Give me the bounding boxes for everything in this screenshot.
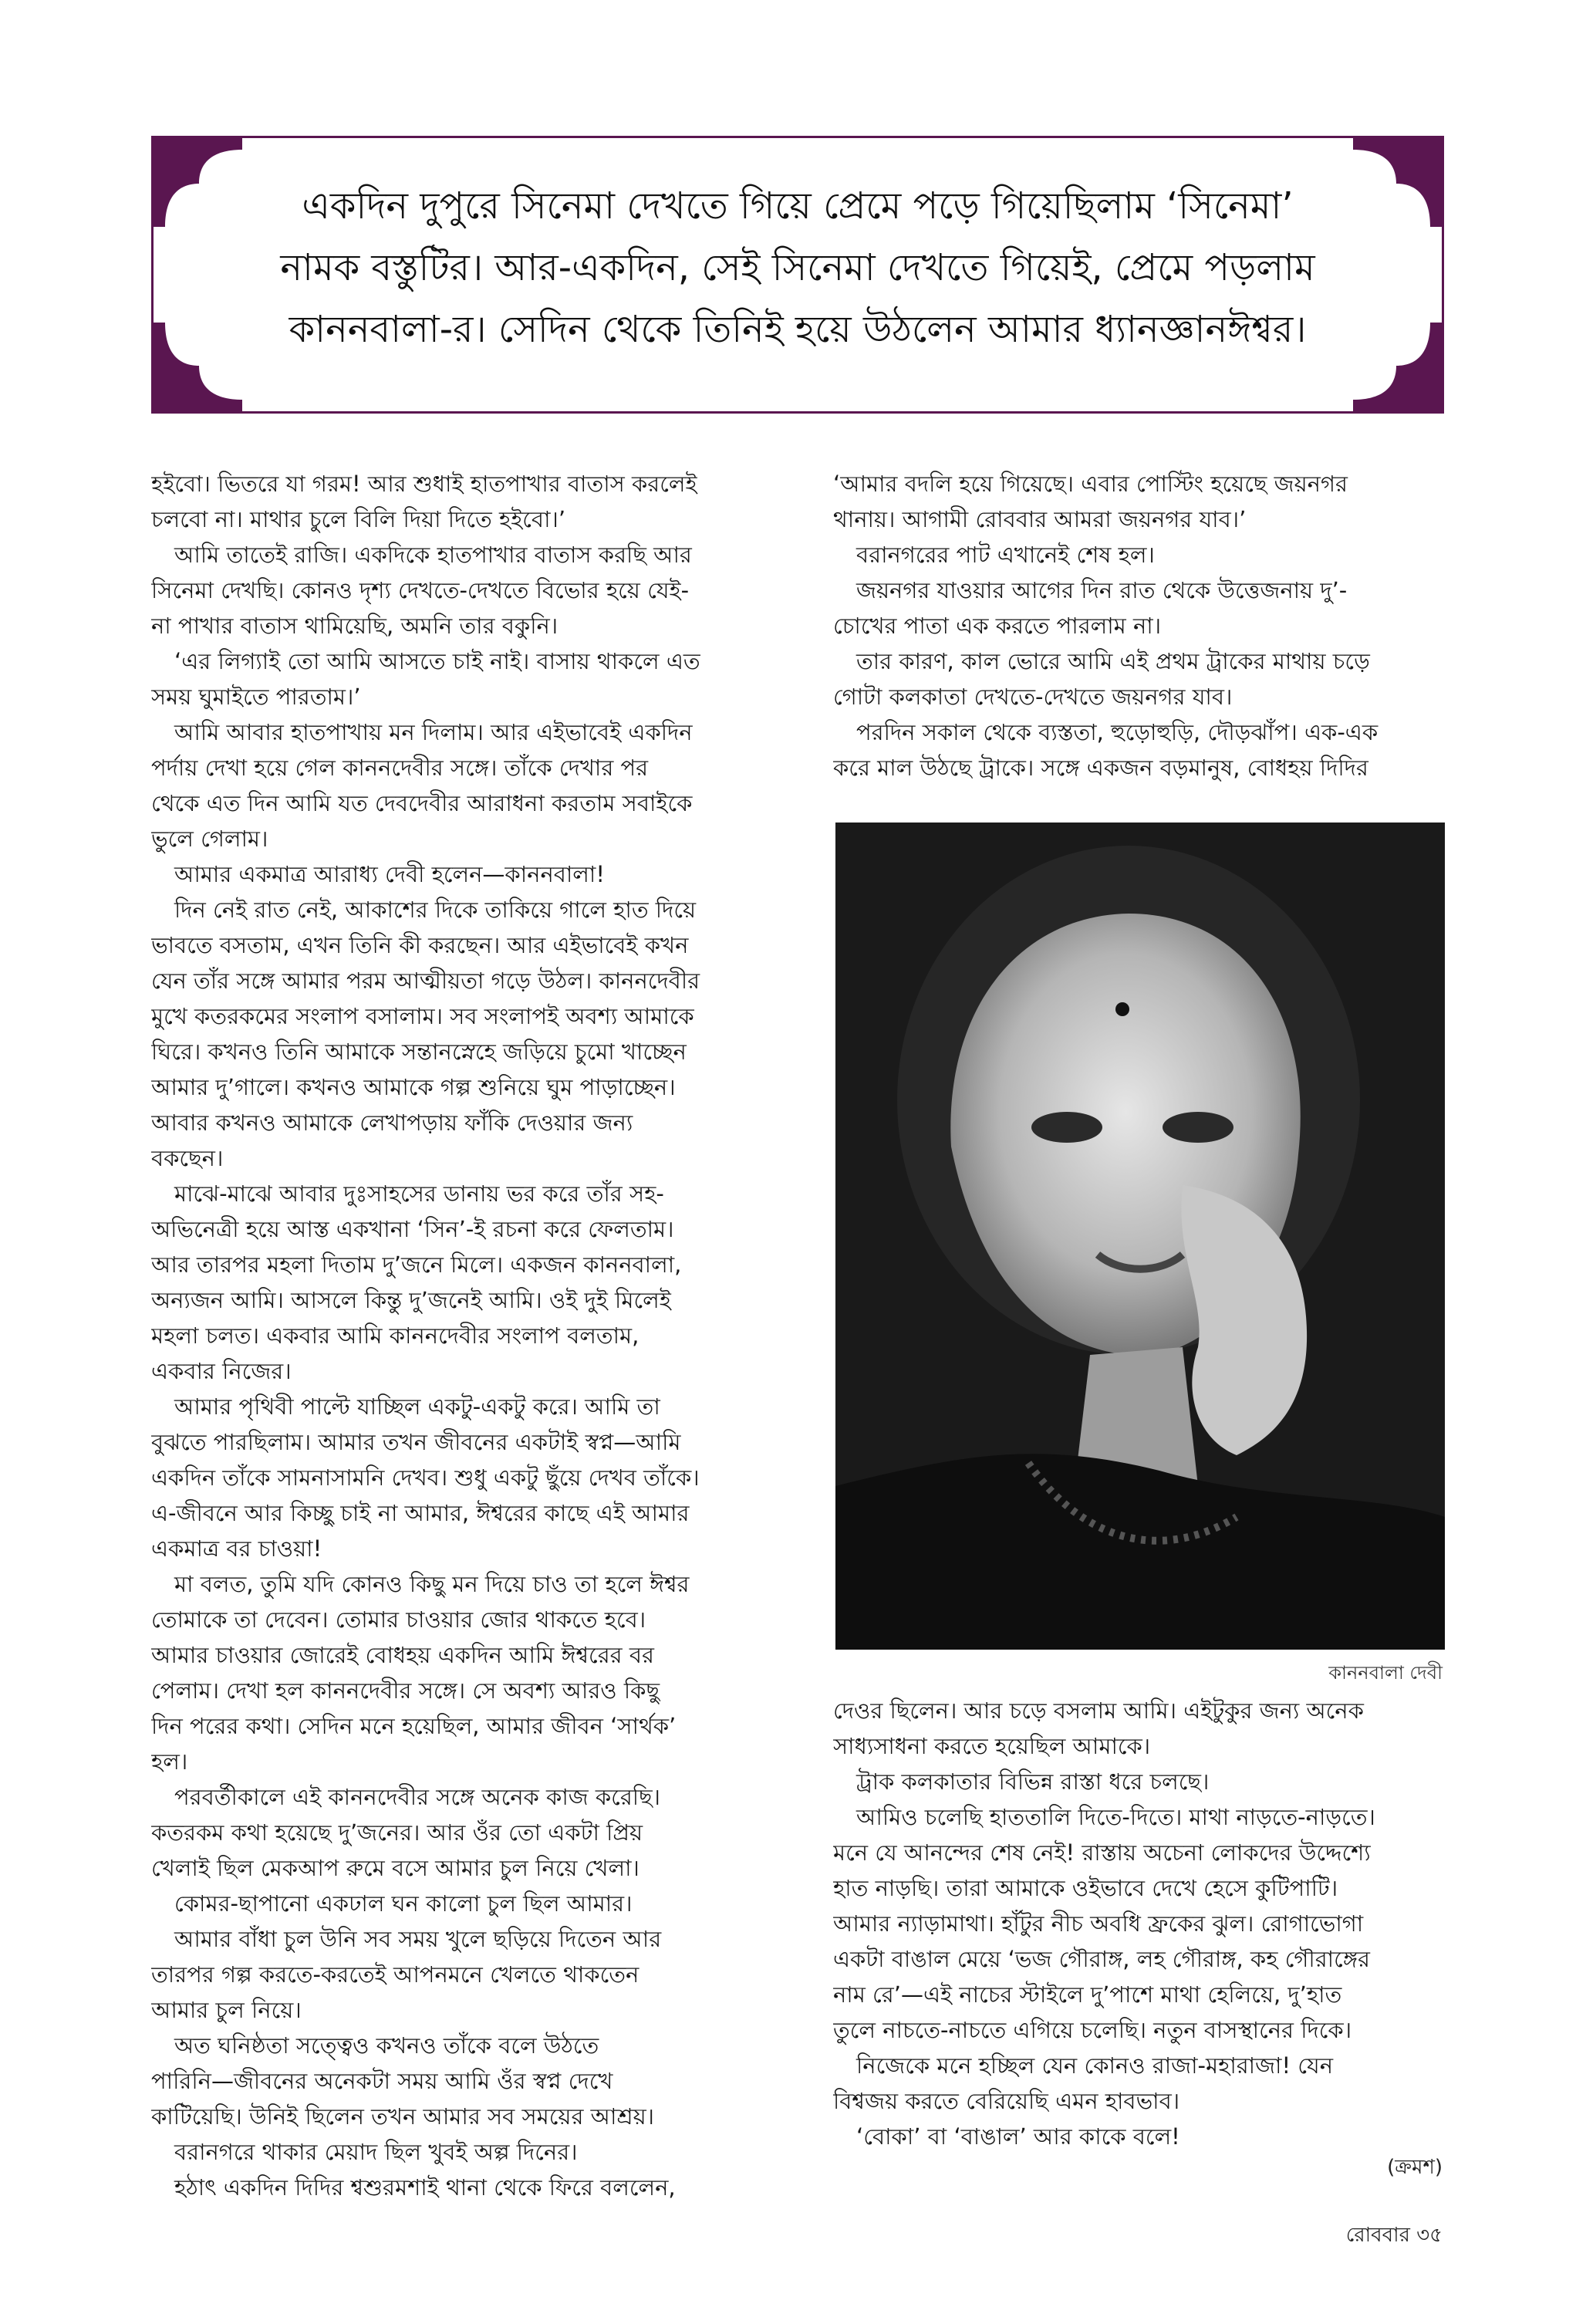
text-line: হইবো। ভিতরে যা গরম! আর শুধাই হাতপাখার বাতাস করলেই	[151, 471, 697, 497]
text-line: পরদিন সকাল থেকে ব্যস্ততা, হুড়োহুড়ি, দৌড়ঝাঁপ। এক-এক	[856, 719, 1379, 745]
text-line: যেন তাঁর সঙ্গে আমার পরম আত্মীয়তা গড়ে উঠল। কাননদেবীর	[151, 968, 700, 994]
text-line: পারিনি—জীবনের অনেকটা সময় আমি ওঁর স্বপ্ন দেখে	[151, 2068, 613, 2094]
text-line: নাম রে’—এই নাচের স্টাইলে দু’পাশে মাথা হেলিয়ে, দু’হাত	[833, 1981, 1342, 2008]
text-line: আমার ন্যাড়ামাথা। হাঁটুর নীচ অবধি ফ্রকের ঝুল। রোগাভোগা	[833, 1910, 1364, 1937]
text-line: ‘এর লিগ্যাই তো আমি আসতে চাই নাই। বাসায় থাকলে এত	[174, 648, 700, 674]
pull-quote-line: একদিন দুপুরে সিনেমা দেখতে গিয়ে প্রেমে পড়ে গিয়েছিলাম ‘সিনেমা’	[302, 184, 1294, 228]
text-line: করে মাল উঠছে ট্রাকে। সঙ্গে একজন বড়মানুষ, বোধহয় দিদির	[833, 755, 1368, 781]
text-line: গোটা কলকাতা দেখতে-দেখতে জয়নগর যাব।	[833, 684, 1233, 710]
article-column-right-bottom	[833, 1693, 1443, 2154]
text-line: অন্যজন আমি। আসলে কিন্তু দু’জনেই আমি। ওই দুই মিলেই	[151, 1287, 671, 1313]
text-line: বিশ্বজয় করতে বেরিয়েছি এমন হাবভাব।	[833, 2088, 1180, 2114]
text-line: কোমর-ছাপানো একঢাল ঘন কালো চুল ছিল আমার।	[174, 1890, 633, 1917]
text-line: বরানগরের পাট এখানেই শেষ হল।	[856, 542, 1155, 568]
text-line: তুলে নাচতে-নাচতে এগিয়ে চলেছি। নতুন বাসস্থানের দিকে।	[833, 2017, 1352, 2043]
text-line: মাঝে-মাঝে আবার দুঃসাহসের ডানায় ভর করে তাঁর সহ-	[174, 1181, 664, 1207]
text-line: মহলা চলত। একবার আমি কাননদেবীর সংলাপ বলতাম,	[151, 1322, 640, 1349]
text-line: একদিন তাঁকে সামনাসামনি দেখব। শুধু একটু ছুঁয়ে দেখব তাঁকে।	[151, 1464, 700, 1491]
text-line: কাটিয়েছি। উনিই ছিলেন তখন আমার সব সময়ের আশ্রয়।	[151, 2103, 655, 2130]
text-line: খেলাই ছিল মেকআপ রুমে বসে আমার চুল নিয়ে খেলা।	[151, 1855, 640, 1881]
text-line: একটা বাঙাল মেয়ে ‘ভজ গৌরাঙ্গ, লহ গৌরাঙ্গ, কহ গৌরাঙ্গের	[833, 1946, 1370, 1972]
text-line: হঠাৎ একদিন দিদির শ্বশুরমশাই থানা থেকে ফিরে বললেন,	[174, 2174, 676, 2201]
text-line: সময় ঘুমাইতে পারতাম।’	[151, 684, 361, 710]
text-line: বরানগরে থাকার মেয়াদ ছিল খুবই অল্প দিনের।	[174, 2139, 578, 2165]
text-line: অত ঘনিষ্ঠতা সত্ত্বেও কখনও তাঁকে বলে উঠতে	[174, 2032, 599, 2059]
corner-ornament	[151, 323, 242, 414]
text-line: সিনেমা দেখছি। কোনও দৃশ্য দেখতে-দেখতে বিভোর হয়ে যেই-	[151, 577, 690, 603]
text-line: মনে যে আনন্দের শেষ নেই! রাস্তায় অচেনা লোকদের উদ্দেশ্যে	[833, 1839, 1371, 1866]
text-line: তোমাকে তা দেবেন। তোমার চাওয়ার জোর থাকতে হবে।	[151, 1606, 646, 1633]
text-line: আমার একমাত্র আরাধ্য দেবী হলেন—কাননবালা!	[174, 861, 605, 887]
corner-ornament	[1353, 136, 1444, 227]
text-line: না পাখার বাতাস থামিয়েছি, অমনি তার বকুনি।	[151, 613, 559, 639]
text-line: মা বলত, তুমি যদি কোনও কিছু মন দিয়ে চাও তা হলে ঈশ্বর	[174, 1571, 690, 1597]
text-line: বুঝতে পারছিলাম। আমার তখন জীবনের একটাই স্বপ্ন—আমি	[151, 1429, 681, 1455]
portrait-photo	[835, 823, 1445, 1650]
text-line: আমি আবার হাতপাখায় মন দিলাম। আর এইভাবেই একদিন	[174, 719, 693, 745]
corner-ornament	[151, 136, 242, 227]
text-line: এ-জীবনে আর কিচ্ছু চাই না আমার, ঈশ্বরের কাছে এই আমার	[151, 1500, 690, 1526]
text-line: তারপর গল্প করতে-করতেই আপনমনে খেলতে থাকতেন	[151, 1961, 640, 1988]
text-line: পর্দায় দেখা হয়ে গেল কাননদেবীর সঙ্গে। তাঁকে দেখার পর	[151, 755, 649, 781]
text-line: ভুলে গেলাম।	[151, 826, 268, 852]
text-line: পরবর্তীকালে এই কাননদেবীর সঙ্গে অনেক কাজ করেছি।	[174, 1784, 661, 1810]
text-line: একমাত্র বর চাওয়া!	[151, 1535, 322, 1562]
text-line: চোখের পাতা এক করতে পারলাম না।	[833, 613, 1162, 639]
text-line: তার কারণ, কাল ভোরে আমি এই প্রথম ট্রাকের মাথায় চড়ে	[856, 648, 1370, 674]
text-line: আমিও চলেছি হাততালি দিতে-দিতে। মাথা নাড়তে-নাড়তে।	[856, 1804, 1375, 1830]
text-line: আমার পৃথিবী পাল্টে যাচ্ছিল একটু-একটু করে। আমি তা	[174, 1393, 660, 1420]
continued-note: (ক্রমশ)	[1387, 2156, 1443, 2179]
text-line: মুখে কতরকমের সংলাপ বসালাম। সব সংলাপই অবশ্য আমাকে	[151, 1003, 694, 1029]
pull-quote-line: নামক বস্তুটির। আর-একদিন, সেই সিনেমা দেখতে গিয়েই, প্রেমে পড়লাম	[280, 246, 1315, 289]
text-line: পেলাম। দেখা হল কাননদেবীর সঙ্গে। সে অবশ্য আরও কিছু	[151, 1677, 660, 1704]
text-line: দেওর ছিলেন। আর চড়ে বসলাম আমি। এইটুকুর জন্য অনেক	[833, 1697, 1364, 1724]
text-line: আমি তাতেই রাজি। একদিকে হাতপাখার বাতাস করছি আর	[174, 542, 692, 568]
text-line: দিন পরের কথা। সেদিন মনে হয়েছিল, আমার জীবন ‘সার্থক’	[151, 1713, 677, 1739]
text-line: আবার কখনও আমাকে লেখাপড়ায় ফাঁকি দেওয়ার জন্য	[151, 1110, 633, 1136]
text-line: ভাবতে বসতাম, এখন তিনি কী করছেন। আর এইভাবেই কখন	[151, 932, 689, 958]
text-line: একবার নিজের।	[151, 1358, 292, 1384]
text-line: কতরকম কথা হয়েছে দু’জনের। আর ওঁর তো একটা প্রিয়	[151, 1819, 643, 1846]
text-line: ঘিরে। কখনও তিনি আমাকে সন্তানস্নেহে জড়িয়ে চুমো খাচ্ছেন	[151, 1039, 687, 1065]
text-line: ‘আমার বদলি হয়ে গিয়েছে। এবার পোস্টিং হয়েছে জয়নগর	[833, 471, 1348, 497]
text-line: আমার বাঁধা চুল উনি সব সময় খুলে ছড়িয়ে দিতেন আর	[174, 1926, 662, 1952]
article-column-left	[151, 466, 761, 2205]
text-line: চলবো না। মাথার চুলে বিলি দিয়া দিতে হইবো।’	[151, 506, 566, 532]
text-line: ট্রাক কলকাতার বিভিন্ন রাস্তা ধরে চলছে।	[856, 1768, 1210, 1795]
text-line: আমার দু’গালে। কখনও আমাকে গল্প শুনিয়ে ঘুম পাড়াচ্ছেন।	[151, 1074, 676, 1100]
text-line: দিন নেই রাত নেই, আকাশের দিকে তাকিয়ে গালে হাত দিয়ে	[174, 897, 697, 923]
pull-quote-text	[231, 175, 1365, 360]
page-folio: রোববার ৩৫	[1345, 2224, 1443, 2247]
text-line: আমার চুল নিয়ে।	[151, 1997, 302, 2023]
article-column-right-top	[833, 466, 1443, 785]
text-line: হাত নাড়ছি। তারা আমাকে ওইভাবে দেখে হেসে কুটিপাটি।	[833, 1875, 1338, 1901]
text-line: ‘বোকা’ বা ‘বাঙাল’ আর কাকে বলে!	[856, 2123, 1180, 2150]
text-line: থেকে এত দিন আমি যত দেবদেবীর আরাধনা করতাম সবাইকে	[151, 790, 693, 816]
pull-quote-line: কাননবালা-র। সেদিন থেকে তিনিই হয়ে উঠলেন আমার ধ্যানজ্ঞানঈশ্বর।	[289, 308, 1307, 351]
text-line: জয়নগর যাওয়ার আগের দিন রাত থেকে উত্তেজনায় দু’-	[856, 577, 1348, 603]
text-line: বকছেন।	[151, 1145, 224, 1171]
pull-quote	[151, 136, 1444, 414]
text-line: হল।	[151, 1748, 188, 1775]
photo-caption: কাননবালা দেবী	[1328, 1662, 1443, 1684]
text-line: অভিনেত্রী হয়ে আস্ত একখানা ‘সিন’-ই রচনা করে ফেলতাম।	[151, 1216, 674, 1242]
text-line: নিজেকে মনে হচ্ছিল যেন কোনও রাজা-মহারাজা! যেন	[856, 2052, 1334, 2079]
text-line: আমার চাওয়ার জোরেই বোধহয় একদিন আমি ঈশ্বরের বর	[151, 1642, 654, 1668]
portrait-illustration	[835, 823, 1445, 1650]
text-line: আর তারপর মহলা দিতাম দু’জনে মিলে। একজন কাননবালা,	[151, 1252, 682, 1278]
text-line: থানায়। আগামী রোববার আমরা জয়নগর যাব।’	[833, 506, 1247, 532]
text-line: সাধ্যসাধনা করতে হয়েছিল আমাকে।	[833, 1733, 1151, 1759]
corner-ornament	[1353, 323, 1444, 414]
